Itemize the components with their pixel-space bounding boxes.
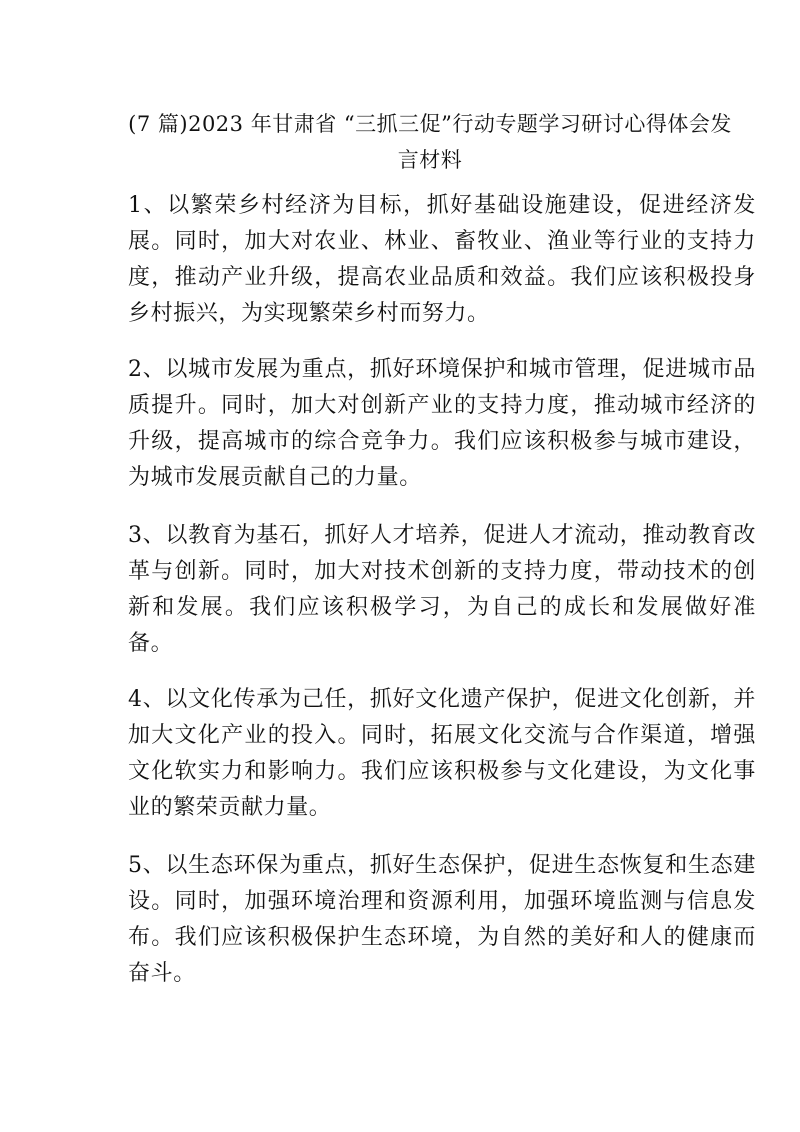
paragraph-3: 3、以教育为基石，抓好人才培养，促进人才流动，推动教育改革与创新。同时，加大对技术创新的支持力度，带动技术的创新和发展。我们应该积极学习，为自己的成长和发展做好准备。 [128, 523, 756, 656]
document-title: (7 篇)2023 年甘肃省 “三抓三促”行动专题学习研讨心得体会发言材料 [128, 112, 732, 172]
paragraph-5: 5、以生态环保为重点，抓好生态保护，促进生态恢复和生态建设。同时，加强环境治理和资源利用，加强环境监测与信息发布。我们应该积极保护生态环境，为自然的美好和人的健康而奋斗。 [128, 853, 756, 986]
paragraph-2: 2、以城市发展为重点，抓好环境保护和城市管理，促进城市品质提升。同时，加大对创新产业的支持力度，推动城市经济的升级，提高城市的综合竞争力。我们应该积极参与城市建设，为城市发展贡献自己的力量。 [128, 357, 756, 490]
paragraph-1: 1、以繁荣乡村经济为目标，抓好基础设施建设，促进经济发展。同时，加大对农业、林业、畜牧业、渔业等行业的支持力度，推动产业升级，提高农业品质和效益。我们应该积极投身乡村振兴，为实现繁荣乡村而努力。 [128, 193, 756, 326]
paragraph-4: 4、以文化传承为己任，抓好文化遗产保护，促进文化创新，并加大文化产业的投入。同时，拓展文化交流与合作渠道，增强文化软实力和影响力。我们应该积极参与文化建设，为文化事业的繁荣贡献力量。 [128, 687, 756, 820]
